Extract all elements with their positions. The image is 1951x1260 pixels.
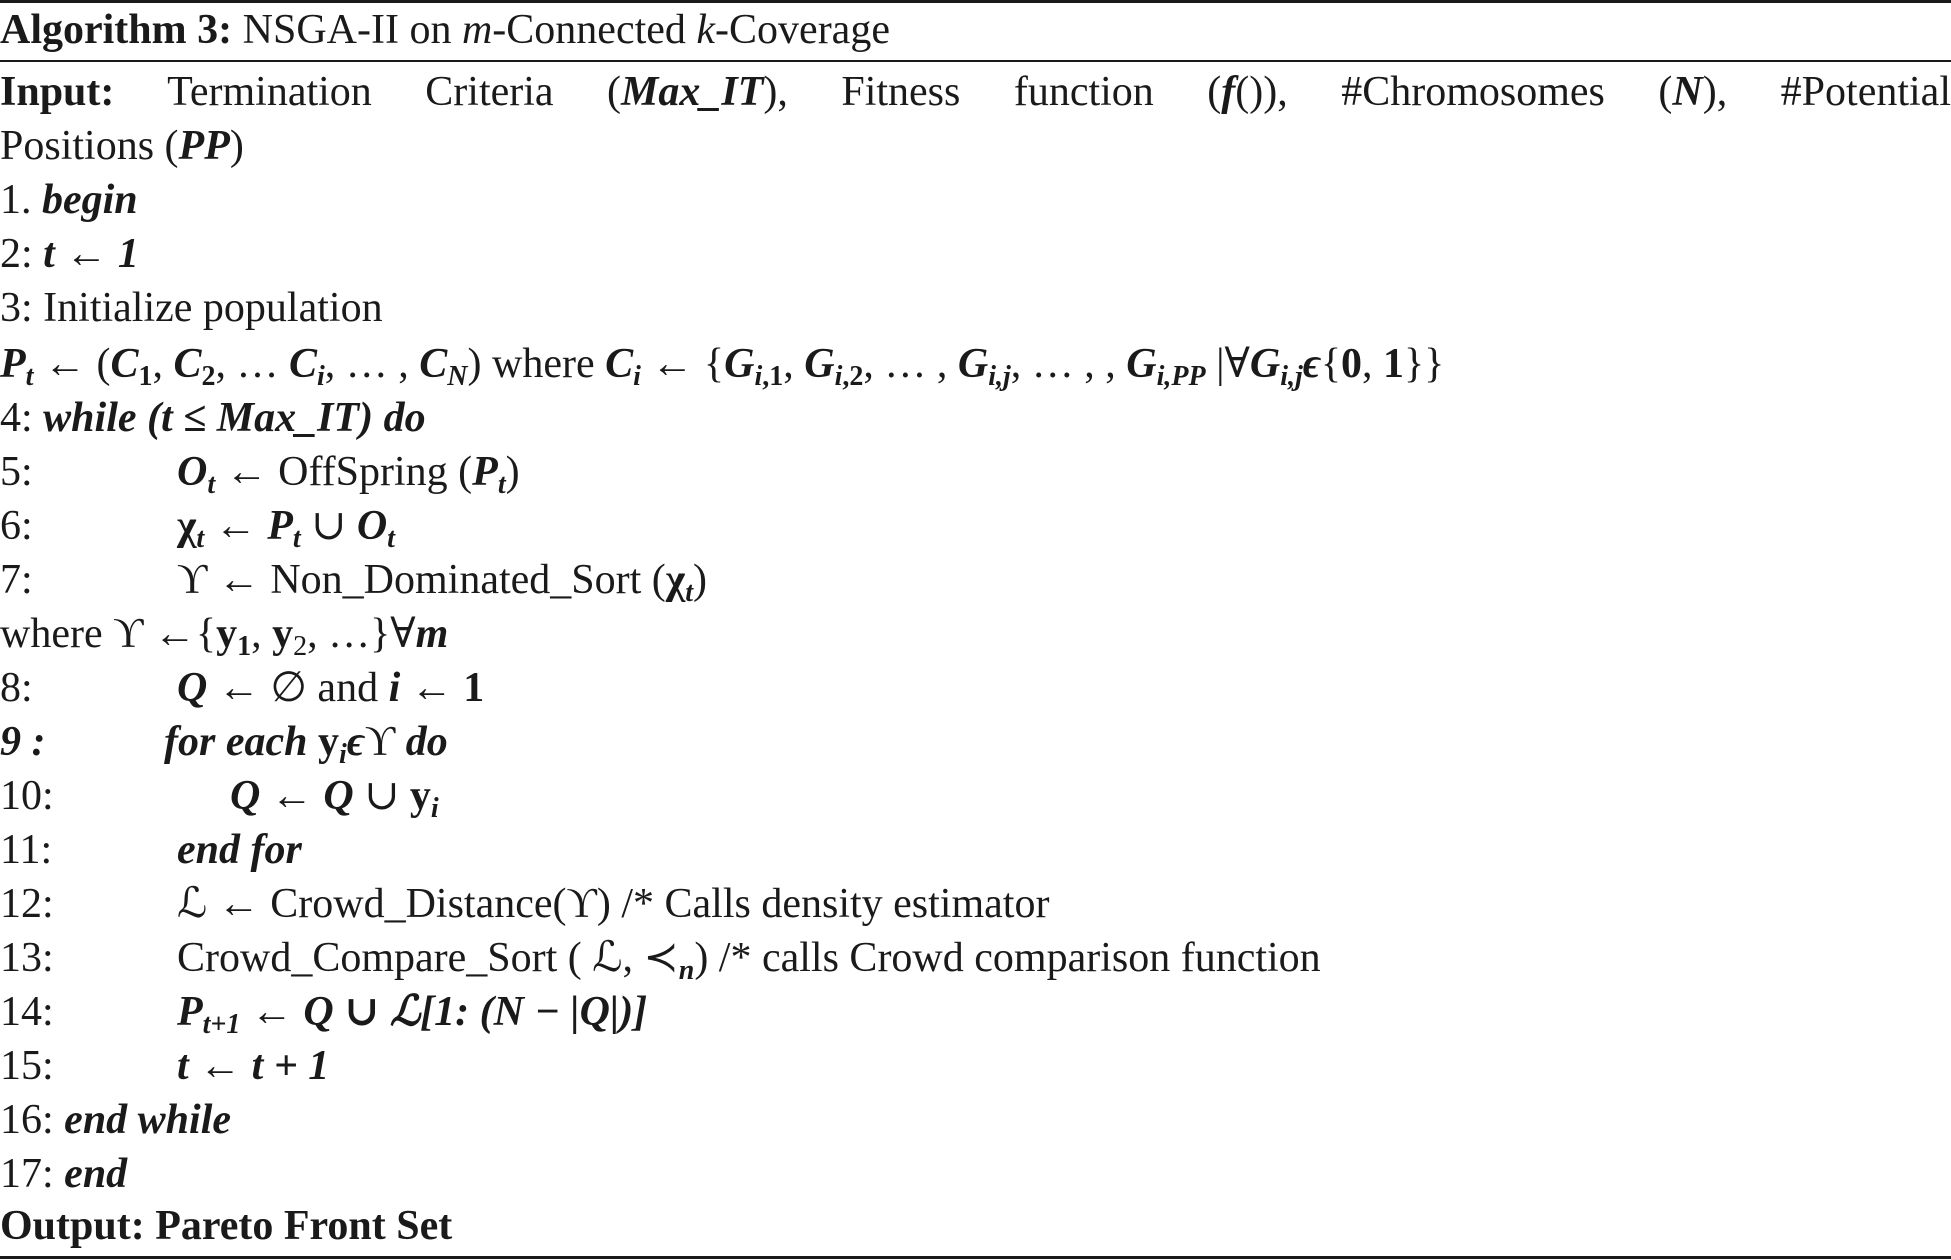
input-line-2 — [0, 120, 244, 172]
upsilon-m: m — [415, 611, 449, 657]
caption-title-prefix: NSGA-II on — [242, 7, 462, 53]
step-number: 1. — [0, 177, 32, 223]
step-4 — [0, 392, 426, 444]
step-number: 3: — [0, 285, 33, 331]
top-rule — [0, 0, 1951, 3]
step-number: 2: — [0, 231, 33, 277]
population-subscript: t — [25, 361, 34, 392]
caption-title-mid: -Connected — [492, 7, 697, 53]
caption-label: Algorithm 3: — [0, 7, 233, 53]
step-11 — [0, 824, 52, 876]
step-1 — [0, 174, 138, 226]
step-12 — [0, 878, 54, 930]
input-text-c: ()), #Chromosomes ( — [1235, 69, 1673, 115]
crowd-compare-sort-call: Crowd_Compare_Sort ( ℒ, ≺ — [177, 935, 679, 981]
step-number: 13: — [0, 935, 54, 981]
step-14-statement: $P_{t+1}$ ← Q ∪ ℒ[1: (N − |Q|)] — [177, 989, 648, 1040]
step-16 — [0, 1094, 231, 1146]
step-number: 12: — [0, 881, 54, 927]
step-10 — [0, 770, 54, 822]
chromosome-definition: $C_i$ ← {$G_{i,1}$, $G_{i,2}$, … , $G_{i,j}$, … , , $G_{i,PP}$ $|\forall G_{i,j}\epsilon\{0$, 1}} — [605, 341, 1445, 392]
input-line-1 — [0, 66, 1951, 118]
step-2-statement: t ← 1 — [43, 231, 139, 277]
step-15 — [0, 1040, 54, 1092]
crowd-distance-call: ℒ ← Crowd_Distance(ϒ) /* Calls density estimator — [177, 881, 1050, 927]
caption-title-suffix: -Coverage — [715, 7, 890, 53]
step-12-statement — [177, 878, 1049, 930]
step-13-statement: Crowd_Compare_Sort ( ℒ, $≺_n$) /* calls Crowd comparison function — [177, 935, 1321, 986]
begin-keyword: begin — [42, 177, 138, 223]
step-9 — [0, 716, 46, 768]
step-8-statement: Q ← ∅ and i ← 1 — [177, 665, 485, 711]
step-number: 10: — [0, 773, 54, 819]
step-7 — [0, 554, 33, 606]
step-2 — [0, 228, 139, 280]
step-number: 6: — [0, 503, 33, 549]
input-max-it: Max_IT — [621, 69, 764, 115]
algorithm-caption — [0, 4, 890, 56]
upsilon-definition: where ϒ ←{ — [0, 611, 217, 657]
step-number: 14: — [0, 989, 54, 1035]
input-text-d: ), #Potential — [1702, 69, 1951, 115]
caption-m: m — [461, 7, 493, 53]
while-condition: (t ≤ Max_IT) — [147, 395, 374, 441]
input-pp: PP — [178, 123, 230, 169]
step-10-statement: Q ← Q ∪ $y_i$ — [230, 773, 439, 824]
step-number: 15: — [0, 1043, 54, 1089]
step-6 — [0, 500, 33, 552]
step-number: 17: — [0, 1151, 54, 1197]
step-5-statement: $O_t$ ← OffSpring $(P_t)$ — [177, 449, 520, 500]
input-line2-a: Positions ( — [0, 123, 179, 169]
step-3-statement: Initialize population — [43, 285, 383, 331]
step-5 — [0, 446, 33, 498]
output-line — [0, 1200, 452, 1252]
input-n: N — [1672, 69, 1703, 115]
input-text-b: ), Fitness function ( — [763, 69, 1222, 115]
offspring-call: ← OffSpring ( — [215, 449, 473, 495]
step-7-statement: ϒ ← Non_Dominated_Sort $(\chi_t)$ — [177, 557, 707, 608]
step-6-statement: $\chi_t$ ← $P_t$ ∪ $O_t$ — [177, 503, 395, 554]
where-text: where — [481, 341, 606, 387]
do-keyword: do — [395, 719, 448, 765]
do-keyword: do — [383, 395, 426, 441]
end-for-keyword: end for — [177, 827, 302, 873]
step-number: 7: — [0, 557, 33, 603]
non-dominated-sort-call: ϒ ← Non_Dominated_Sort ( — [177, 557, 666, 603]
bottom-rule — [0, 1256, 1951, 1259]
population-formula — [0, 338, 1444, 390]
input-line2-b: ) — [229, 123, 244, 169]
step-3 — [0, 282, 383, 334]
input-f: f — [1221, 69, 1236, 115]
step-number: 9 : — [0, 719, 46, 765]
for-each-keyword: for each — [164, 719, 318, 765]
step-number: 11: — [0, 827, 53, 873]
step-8 — [0, 662, 33, 714]
step-number: 5: — [0, 449, 33, 495]
output-text: Output: Pareto Front Set — [0, 1203, 453, 1249]
step-11-statement — [177, 824, 302, 876]
step-17 — [0, 1148, 127, 1200]
step-9-statement: for each $y_i\epsilon ϒ$ do — [164, 719, 448, 770]
step-number: 4: — [0, 395, 33, 441]
step-15-statement: t ← t + 1 — [177, 1043, 330, 1089]
input-label: Input: — [0, 69, 115, 115]
while-keyword: while — [43, 395, 137, 441]
step-number: 16: — [0, 1097, 54, 1143]
step-14 — [0, 986, 54, 1038]
population-tuple: ← ($C_1$, $C_2$, … $C_i$, … , $C_N$) — [33, 341, 482, 392]
caption-rule — [0, 60, 1951, 62]
end-keyword: end — [64, 1151, 128, 1197]
step-13 — [0, 932, 54, 984]
end-while-keyword: end while — [64, 1097, 232, 1143]
step-number: 8: — [0, 665, 33, 711]
population-symbol: P — [0, 341, 26, 387]
input-text-a: Termination Criteria ( — [167, 69, 622, 115]
caption-k: k — [696, 7, 716, 53]
step-7-where: where ϒ $\leftarrow\{y_1$, $y_2$, …}∀m — [0, 611, 449, 662]
